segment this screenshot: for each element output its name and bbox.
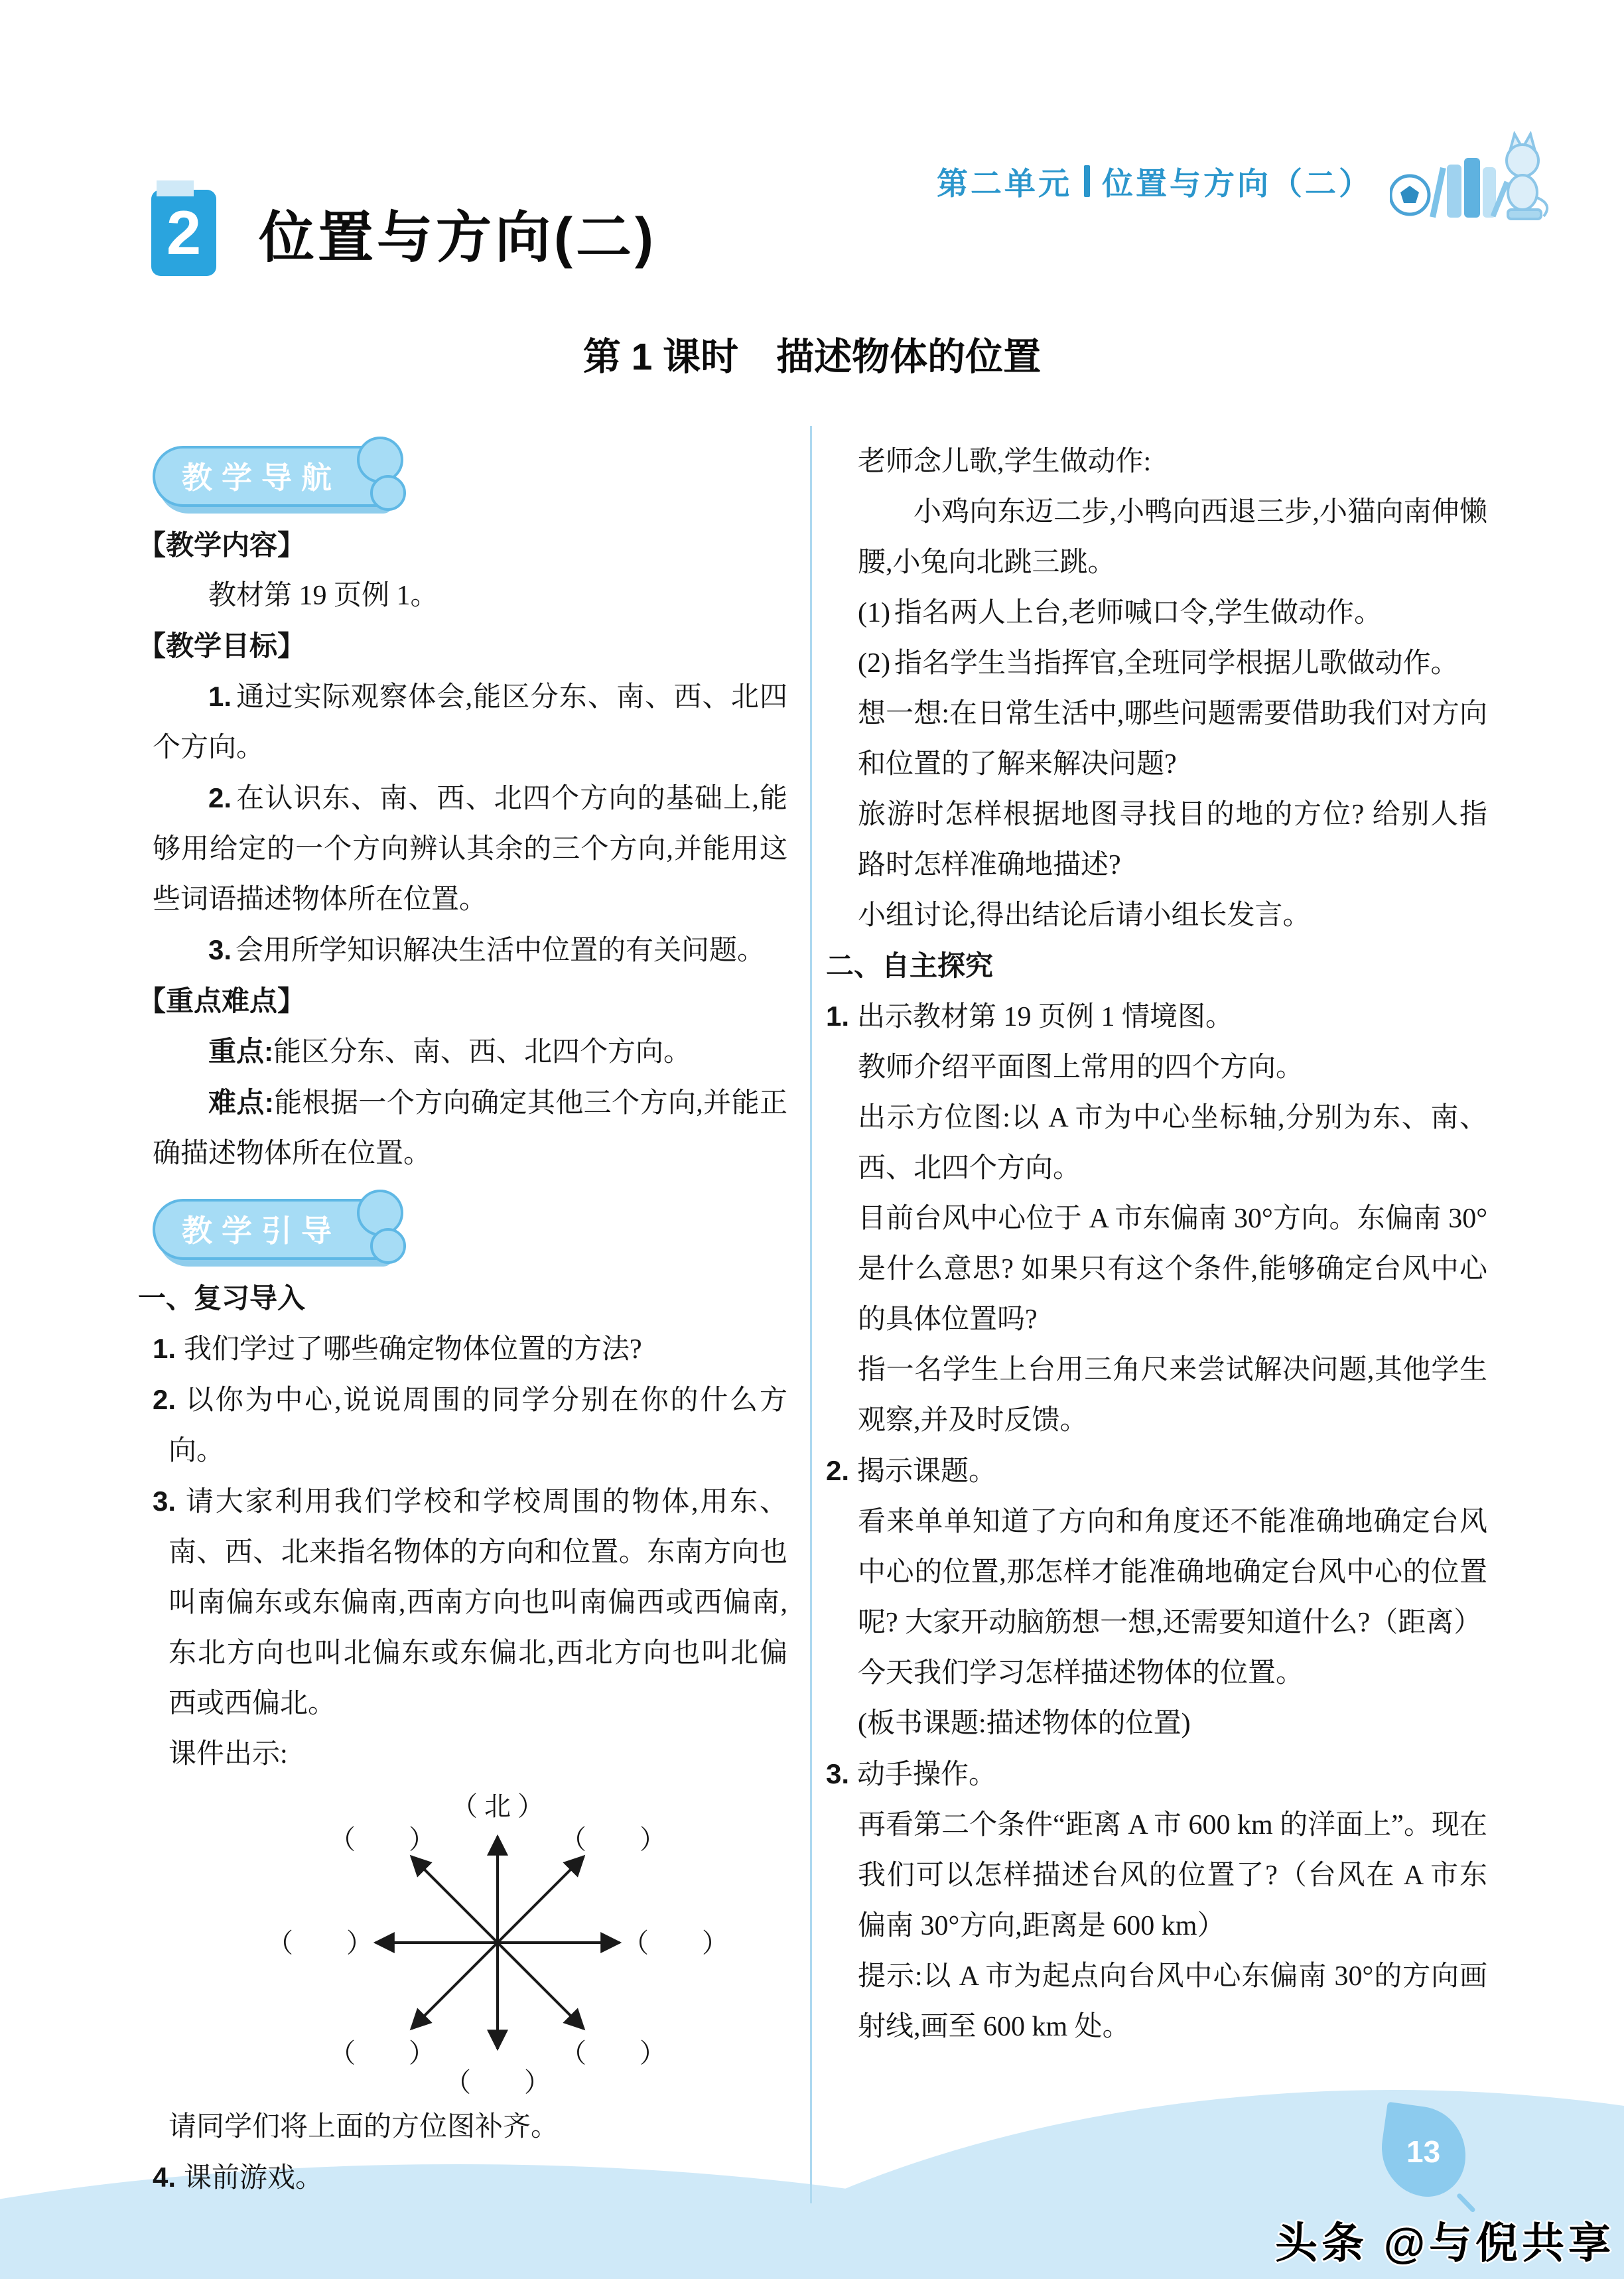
compass-diagram [252, 1785, 743, 2097]
section-heading-review: 一、复习导入 [138, 1282, 306, 1314]
header-decoration [1390, 131, 1549, 231]
mascot-icon [1507, 134, 1547, 219]
sub-item [858, 638, 1487, 689]
paragraph-rhyme: 小鸡向东迈二步,小鸭向西退三步,小猫向南伸懒腰,小兔向北跳三跳。 [858, 497, 1487, 578]
review-item [153, 1476, 787, 1729]
item-text: 在认识东、南、西、北四个方向的基础上,能够用给定的一个方向辨认其余的三个方向,并能用这些词语描述物体所在位置。 [153, 784, 787, 915]
paragraph-discuss: 小组讨论,得出结论后请小组长发言。 [858, 900, 1311, 931]
teaching-guide-badge [153, 1199, 387, 1260]
item-text: 课前游戏。 [184, 2163, 324, 2193]
paragraph-student-try: 指一名学生上台用三角尺来尝试解决问题,其他学生观察,并及时反馈。 [858, 1355, 1487, 1436]
section-label-teaching-goals: 【教学目标】 [138, 630, 306, 661]
difficult-point-text: 能根据一个方向确定其他三个方向,并能正确描述物体所在位置。 [153, 1088, 787, 1169]
goal-item [153, 773, 787, 925]
paragraph-reveal: 看来单单知道了方向和角度还不能准确地确定台风中心的位置,那怎样才能准确地确定台风中心的位置呢? 大家开动脑筋想一想,还需要知道什么?（距离） [858, 1507, 1487, 1638]
paragraph-teacher: 教师介绍平面图上常用的四个方向。 [858, 1052, 1304, 1083]
item-number: 1. [826, 1001, 850, 1032]
fill-instruction: 请同学们将上面的方位图补齐。 [169, 2112, 559, 2142]
item-text: 通过实际观察体会,能区分东、南、西、北四个方向。 [153, 682, 787, 763]
compass-label-blank: （ ） [622, 1928, 728, 1958]
paragraph-rhyme-intro: 老师念儿歌,学生做动作: [858, 447, 1152, 477]
item-text: 以你为中心,说说周围的同学分别在你的什么方向。 [169, 1385, 787, 1466]
key-point-lead: 重点: [208, 1036, 273, 1067]
paragraph-hint: 提示:以 A 市为起点向台风中心东偏南 30°的方向画射线,画至 600 km 处。 [858, 1961, 1487, 2042]
item-text: 动手操作。 [857, 1760, 997, 1790]
compass-label-blank: （ ） [560, 1825, 666, 1854]
explore-item [826, 1749, 1487, 1800]
page-number: 13 [1406, 2134, 1441, 2169]
item-number: 3. [208, 934, 232, 965]
item-number: 1. [208, 681, 232, 712]
compass-label-blank: （ ） [267, 1928, 373, 1958]
review-item [153, 2152, 787, 2203]
item-text: 指名学生当指挥官,全班同学根据儿歌做动作。 [894, 648, 1459, 679]
compass-label-blank: （ ） [329, 1825, 435, 1854]
content-columns [138, 426, 1487, 2203]
item-text: 指名两人上台,老师喊口令,学生做动作。 [894, 598, 1382, 628]
header-divider-bar [1084, 165, 1090, 197]
teaching-nav-badge [153, 446, 387, 507]
item-number: (1) [858, 598, 890, 628]
lesson-title: 第 1 课时 描述物体的位置 [582, 336, 1042, 378]
key-point-text: 能区分东、南、西、北四个方向。 [273, 1037, 692, 1068]
section-heading-explore: 二、自主探究 [826, 950, 994, 981]
review-item [153, 1324, 787, 1375]
difficult-point-lead: 难点: [208, 1087, 274, 1118]
explore-item [826, 1446, 1487, 1497]
difficult-point [153, 1077, 787, 1179]
soccer-ball-icon [1390, 176, 1429, 214]
page-header [937, 138, 1549, 224]
watermark: 头条 @与倪共享 [1275, 2219, 1615, 2267]
item-number: 2. [826, 1455, 850, 1486]
paragraph-today: 今天我们学习怎样描述物体的位置。 [858, 1658, 1304, 1689]
paragraph-think: 想一想:在日常生活中,哪些问题需要借助我们对方向和位置的了解来解决问题? [858, 699, 1487, 780]
goal-item [153, 925, 787, 976]
item-text: 我们学过了哪些确定物体位置的方法? [184, 1334, 642, 1365]
chapter-heading [151, 190, 657, 276]
item-number: 3. [826, 1758, 850, 1789]
item-text: 会用所学知识解决生活中位置的有关问题。 [236, 935, 766, 966]
paragraph-board-topic: (板书课题:描述物体的位置) [858, 1708, 1191, 1739]
paragraph-teaching-content: 教材第 19 页例 1。 [208, 581, 439, 611]
courseware-line: 课件出示: [169, 1739, 288, 1769]
item-number: 2. [208, 782, 232, 813]
section-label-key-points: 【重点难点】 [138, 985, 306, 1016]
goal-item [153, 671, 787, 773]
section-label-teaching-content: 【教学内容】 [138, 529, 306, 561]
compass-label-blank: （ ） [329, 2038, 435, 2068]
item-number: 3. [153, 1485, 176, 1517]
paragraph-map-intro: 出示方位图:以 A 市为中心坐标轴,分别为东、南、西、北四个方向。 [858, 1103, 1487, 1184]
paragraph-typhoon: 目前台风中心位于 A 市东偏南 30°方向。东偏南 30°是什么意思? 如果只有这个条件,能够确定台风中心的具体位置吗? [858, 1204, 1487, 1335]
item-number: (2) [858, 648, 890, 679]
compass-label-blank: （ ） [560, 2038, 666, 2068]
item-text: 出示教材第 19 页例 1 情境图。 [857, 1002, 1234, 1032]
item-number: 1. [153, 1333, 176, 1364]
header-chapter-title: 位置与方向（二） [1102, 165, 1373, 201]
paragraph-second-condition: 再看第二个条件“距离 A 市 600 km 的洋面上”。现在我们可以怎样描述台风的位置了?（台风在 A 市东偏南 30°方向,距离是 600 km） [858, 1810, 1487, 1941]
item-number: 4. [153, 2162, 176, 2193]
key-point [153, 1026, 787, 1077]
header-unit: 第二单元 [937, 165, 1072, 201]
right-column [810, 426, 1487, 2203]
item-number: 2. [153, 1384, 176, 1415]
teaching-guide-badge-label: 教学引导 [182, 1213, 341, 1248]
chapter-title: 位置与方向(二) [259, 206, 657, 269]
slash-decoration [1430, 167, 1446, 218]
left-column [138, 426, 810, 2203]
sub-item [858, 588, 1487, 638]
compass-label-blank: （ ） [444, 2067, 551, 2097]
review-item [153, 1375, 787, 1476]
teaching-nav-badge-label: 教学导航 [182, 460, 341, 495]
item-text: 揭示课题。 [857, 1456, 997, 1487]
compass-label-north: （ 北 ） [451, 1791, 544, 1821]
paragraph-travel: 旅游时怎样根据地图寻找目的地的方位? 给别人指路时怎样准确地描述? [858, 799, 1487, 880]
explore-item [826, 991, 1487, 1042]
books-icon [1447, 158, 1496, 218]
chapter-number-badge: 2 [151, 190, 216, 276]
item-text: 请大家利用我们学校和学校周围的物体,用东、南、西、北来指名物体的方向和位置。东南方向也叫南偏东或东偏南,西南方向也叫南偏西或西偏南,东北方向也叫北偏东或东偏北,西北方向也叫北偏西或西偏北。 [169, 1487, 787, 1719]
